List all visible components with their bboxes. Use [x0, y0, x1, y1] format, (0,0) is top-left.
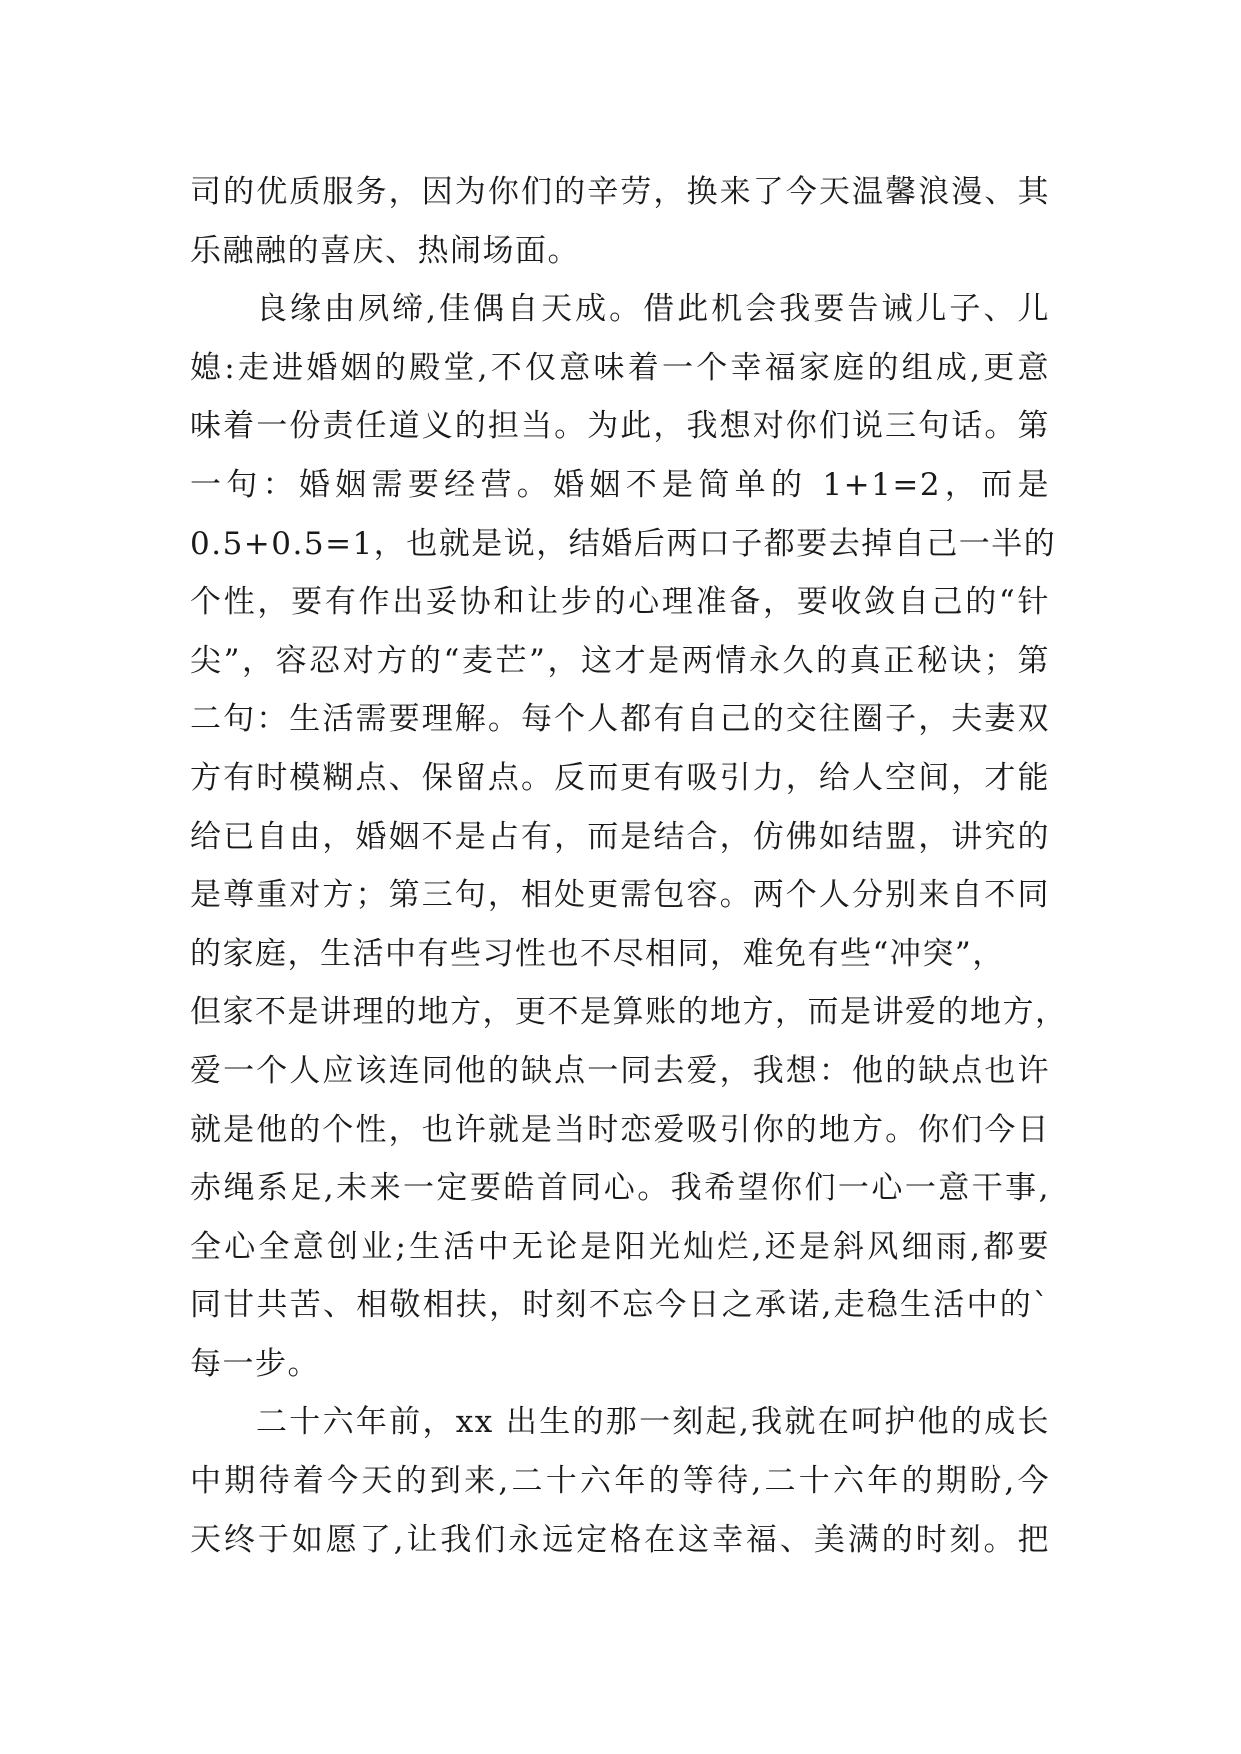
- paragraph-3-line-1: 二十六年前，xx 出生的那一刻起,我就在呵护他的成长: [256, 1404, 1050, 1441]
- paragraph-2-line-9: 方有时模糊点、保留点。反而更有吸引力，给人空间，才能: [190, 759, 1050, 796]
- paragraph-2-line-2: 媳:走进婚姻的殿堂,不仅意味着一个幸福家庭的组成,更意: [190, 349, 1050, 386]
- paragraph-1-line-2: 乐融融的喜庆、热闹场面。: [190, 232, 580, 269]
- paragraph-2-line-1: 良缘由夙缔,佳偶自天成。借此机会我要告诫儿子、儿: [256, 291, 1050, 328]
- paragraph-2-line-14: 爱一个人应该连同他的缺点一同去爱，我想：他的缺点也许: [190, 1052, 1050, 1089]
- paragraph-2-line-19: 每一步。: [190, 1345, 320, 1382]
- paragraph-2-line-8: 二句：生活需要理解。每个人都有自己的交往圈子，夫妻双: [190, 701, 1050, 738]
- paragraph-2-line-12: 的家庭，生活中有些习性也不尽相同，难免有些“冲突”，: [190, 935, 1005, 972]
- paragraph-2-line-15: 就是他的个性，也许就是当时恋爱吸引你的地方。你们今日: [190, 1111, 1050, 1148]
- paragraph-2-line-18: 同甘共苦、相敬相扶，时刻不忘今日之承诺,走稳生活中的`: [190, 1287, 1050, 1324]
- paragraph-2-line-11: 是尊重对方；第三句，相处更需包容。两个人分别来自不同: [190, 877, 1050, 914]
- document-body: [190, 163, 1068, 1569]
- paragraph-1-line-1: 司的优质服务，因为你们的辛劳，换来了今天温馨浪漫、其: [190, 174, 1050, 210]
- paragraph-2-line-16: 赤绳系足,未来一定要皓首同心。我希望你们一心一意干事,: [190, 1170, 1050, 1207]
- paragraph-2-line-5: 0.5+0.5=1，也就是说，结婚后两口子都要去掉自己一半的: [190, 525, 1057, 562]
- paragraph-2-line-4: 一句：婚姻需要经营。婚姻不是简单的 1+1=2，而是: [190, 466, 1050, 503]
- paragraph-2-line-6: 个性，要有作出妥协和让步的心理准备，要收敛自己的“针: [190, 584, 1050, 621]
- paragraph-2-line-10: 给已自由，婚姻不是占有，而是结合，仿佛如结盟，讲究的: [190, 818, 1050, 855]
- paragraph-3-line-2: 中期待着今天的到来,二十六年的等待,二十六年的期盼,今: [190, 1463, 1050, 1500]
- paragraph-2-line-13: 但家不是讲理的地方，更不是算账的地方，而是讲爱的地方，: [190, 994, 1068, 1031]
- paragraph-2-line-7: 尖”，容忍对方的“麦芒”，这才是两情永久的真正秘诀；第: [190, 642, 1050, 679]
- paragraph-2-line-17: 全心全意创业;生活中无论是阳光灿烂,还是斜风细雨,都要: [190, 1228, 1050, 1265]
- paragraph-2-line-3: 味着一份责任道义的担当。为此，我想对你们说三句话。第: [190, 408, 1050, 445]
- paragraph-3-line-3: 天终于如愿了,让我们永远定格在这幸福、美满的时刻。把: [190, 1521, 1050, 1558]
